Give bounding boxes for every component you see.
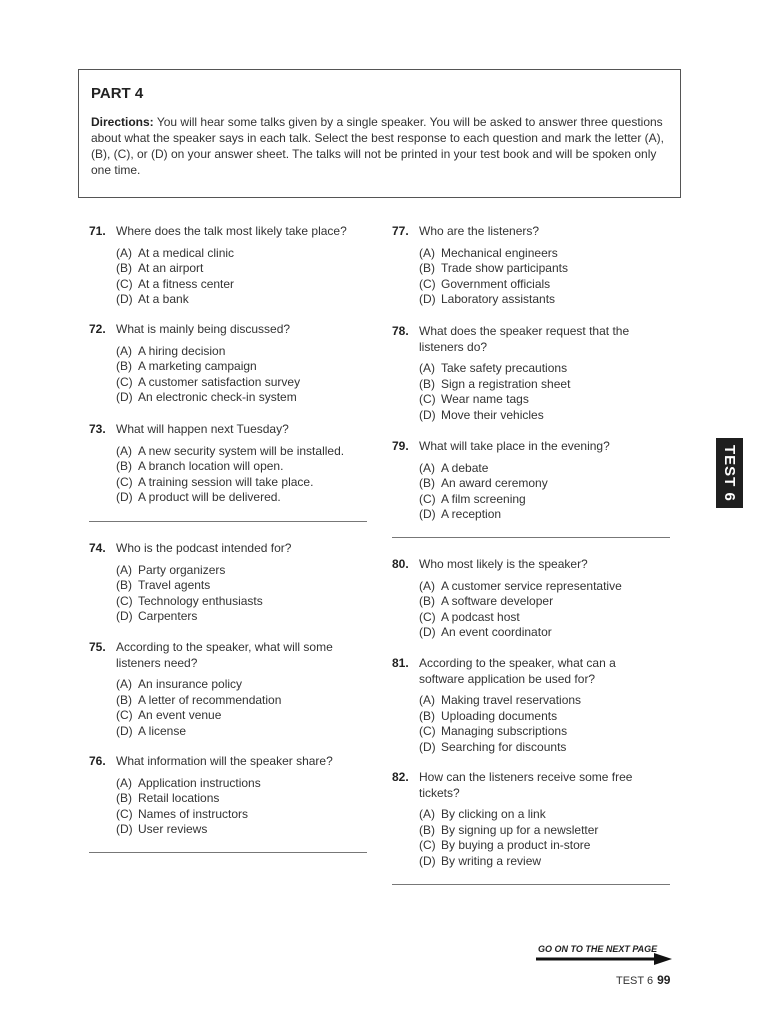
question-77 xyxy=(392,224,662,308)
question-number: 76. xyxy=(89,754,106,768)
option-c: (C) Government officials xyxy=(419,276,551,291)
option-c: (C) An event venue xyxy=(116,708,222,722)
divider xyxy=(392,537,670,538)
arrow-right-icon xyxy=(536,953,672,965)
option-a: (A) Application instructions xyxy=(116,775,261,790)
option-d: (D) An electronic check-in system xyxy=(116,390,297,404)
question-text: According to the speaker, what can a software application be used for? xyxy=(419,656,616,686)
question-number: 75. xyxy=(89,640,106,654)
footer-label: TEST 6 xyxy=(616,975,654,987)
question-number: 79. xyxy=(392,439,409,453)
question-82 xyxy=(392,770,662,869)
go-on-label: GO ON TO THE NEXT PAGE xyxy=(538,944,658,954)
question-text: What does the speaker request that the listeners do? xyxy=(419,324,630,354)
option-a: (A) Making travel reservations xyxy=(419,693,582,707)
question-76 xyxy=(89,754,379,838)
question-number: 71. xyxy=(89,224,106,238)
question-text: Who most likely is the speaker? xyxy=(419,557,588,571)
option-b: (B) Retail locations xyxy=(116,791,220,805)
option-a: (A) A customer service representative xyxy=(419,578,622,593)
option-a: (A) Take safety precautions xyxy=(419,361,568,375)
question-79 xyxy=(392,439,662,523)
option-a: (A) An insurance policy xyxy=(116,677,243,691)
question-number: 73. xyxy=(89,422,106,436)
option-a: (A) A hiring decision xyxy=(116,343,226,358)
question-74 xyxy=(89,541,379,625)
side-tab-label: TEST 6 xyxy=(721,444,738,502)
directions-label: Directions: xyxy=(91,115,154,129)
option-b: (B) A branch location will open. xyxy=(116,459,284,473)
question-text: How can the listeners receive some free tickets? xyxy=(419,770,633,800)
option-a: (A) Party organizers xyxy=(116,562,226,577)
option-a: (A) Mechanical engineers xyxy=(419,245,558,260)
option-a: (A) A debate xyxy=(419,460,489,475)
option-c: (C) By buying a product in-store xyxy=(419,838,591,852)
option-d: (D) User reviews xyxy=(116,822,208,836)
question-81 xyxy=(392,656,642,755)
option-d: (D) A license xyxy=(116,723,187,738)
question-number: 72. xyxy=(89,322,106,336)
option-c: (C) Wear name tags xyxy=(419,392,529,406)
option-d: (D) Carpenters xyxy=(116,609,198,623)
option-b: (B) A marketing campaign xyxy=(116,359,257,373)
option-d: (D) Move their vehicles xyxy=(419,407,544,422)
option-d: (D) At a bank xyxy=(116,292,189,306)
option-b: (B) An award ceremony xyxy=(419,476,548,490)
option-d: (D) Laboratory assistants xyxy=(419,292,556,306)
option-a: (A) A new security system will be installed. xyxy=(116,443,345,458)
option-d: (D) By writing a review xyxy=(419,853,542,868)
directions-text xyxy=(91,114,668,178)
option-c: (C) A training session will take place. xyxy=(116,474,314,489)
option-a: (A) At a medical clinic xyxy=(116,245,235,260)
page-number: 99 xyxy=(657,973,671,987)
question-72 xyxy=(89,322,379,406)
option-b: (B) Sign a registration sheet xyxy=(419,376,571,391)
question-80 xyxy=(392,557,662,641)
directions-body: You will hear some talks given by a single speaker. You will be asked to answer three questions about what the speaker says in each talk. Select the best response to each question and mark the letter (A), (B), (C), or (D) on your answer sheet. The talks will not be printed in your test book and will be spoken only one time. xyxy=(91,115,664,177)
question-text: What information will the speaker share? xyxy=(116,754,333,768)
option-c: (C) A podcast host xyxy=(419,609,520,624)
divider xyxy=(89,852,367,853)
divider xyxy=(392,884,670,885)
question-number: 78. xyxy=(392,324,409,338)
option-c: (C) Technology enthusiasts xyxy=(116,593,263,608)
question-number: 74. xyxy=(89,541,106,555)
option-b: (B) A software developer xyxy=(419,594,554,608)
question-text: According to the speaker, what will some listeners need? xyxy=(116,640,333,670)
question-75 xyxy=(89,640,359,739)
question-text: What will take place in the evening? xyxy=(419,439,610,453)
question-text: What will happen next Tuesday? xyxy=(116,422,289,436)
directions-box xyxy=(78,69,681,198)
option-c: (C) Names of instructors xyxy=(116,806,249,821)
page-footer xyxy=(616,973,670,987)
divider xyxy=(89,521,367,522)
option-c: (C) Managing subscriptions xyxy=(419,724,568,738)
option-c: (C) At a fitness center xyxy=(116,276,235,291)
question-text: Where does the talk most likely take place? xyxy=(116,224,347,238)
option-d: (D) A reception xyxy=(419,507,502,521)
option-b: (B) At an airport xyxy=(116,261,204,275)
option-b: (B) Uploading documents xyxy=(419,708,558,723)
option-b: (B) By signing up for a newsletter xyxy=(419,822,599,837)
part-title: PART 4 xyxy=(91,85,144,102)
option-c: (C) A film screening xyxy=(419,491,526,506)
question-73 xyxy=(89,422,379,506)
option-d: (D) Searching for discounts xyxy=(419,739,567,754)
question-78 xyxy=(392,324,654,423)
option-b: (B) A letter of recommendation xyxy=(116,692,282,707)
option-c: (C) A customer satisfaction survey xyxy=(116,374,301,389)
option-d: (D) An event coordinator xyxy=(419,625,552,639)
option-d: (D) A product will be delivered. xyxy=(116,490,281,504)
question-text: Who is the podcast intended for? xyxy=(116,541,292,555)
question-number: 77. xyxy=(392,224,409,238)
option-b: (B) Trade show participants xyxy=(419,261,568,275)
option-a: (A) By clicking on a link xyxy=(419,807,546,821)
option-b: (B) Travel agents xyxy=(116,578,211,592)
question-71 xyxy=(89,224,379,308)
question-text: Who are the listeners? xyxy=(419,224,540,238)
question-text: What is mainly being discussed? xyxy=(116,322,291,336)
question-number: 80. xyxy=(392,557,409,571)
question-number: 81. xyxy=(392,656,409,670)
question-number: 82. xyxy=(392,770,409,784)
test-side-tab xyxy=(716,438,743,508)
